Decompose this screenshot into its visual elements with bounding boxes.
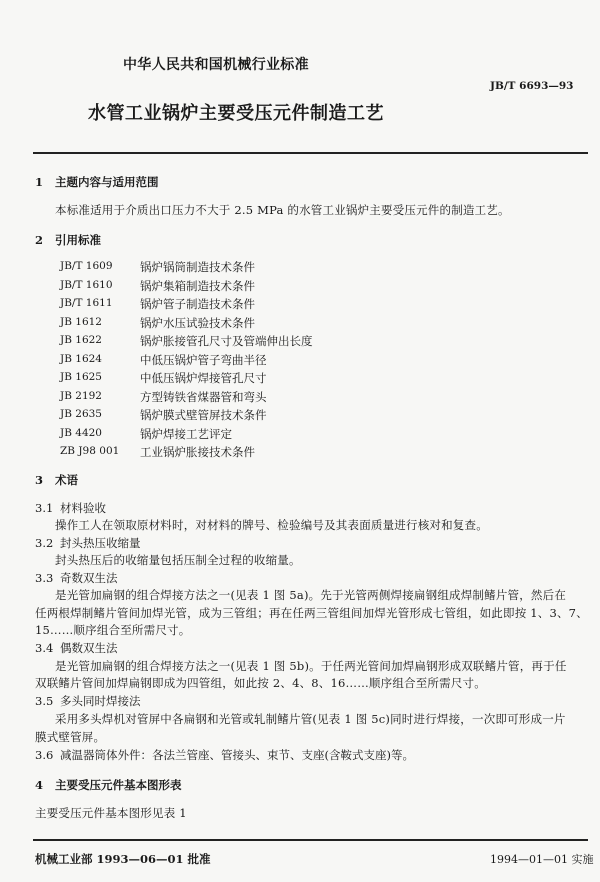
effective-date: 1994—01—01 实施 [490,853,594,866]
reference-code: JB 1624 [60,352,102,365]
clause-title: 多头同时焊接法 [60,694,141,708]
clause-number: 3.5 [35,694,54,708]
reference-title: 中低压锅炉焊接管孔尺寸 [140,371,267,385]
clause-3-1-heading [35,500,106,516]
clause-3-6 [35,747,414,763]
reference-code: JB 4420 [60,426,102,439]
reference-code: JB 1622 [60,334,102,346]
section-2-heading [35,232,101,248]
clause-3-5-line: 膜式壁管屏。 [35,730,106,744]
section-title: 引用标准 [55,233,101,247]
clause-number: 3.4 [35,641,54,655]
reference-title: 锅炉锅筒制造技术条件 [140,260,255,274]
clause-3-4-heading [35,640,118,656]
approval-date: 机械工业部 1993—06—01 批准 [35,852,211,866]
section-title: 主要受压元件基本图形表 [55,778,182,792]
clause-title: 偶数双生法 [60,641,118,655]
reference-title: 工业锅炉胀接技术条件 [140,445,255,459]
reference-code: JB 2192 [60,389,102,402]
clause-3-3-line: 是光管加扁钢的组合焊接方法之一(见表 1 图 5a)。先于光管两侧焊接扁钢组成焊制鳍片管，然后在 [55,588,567,602]
clause-title: 封头热压收缩量 [60,536,141,550]
clause-3-3-line: 任两根焊制鳍片管间加焊光管，成为三管组；再在任两三管组间加焊光管形成七管组，如此即按 1、3、7、 [35,606,588,620]
section-1-body: 本标准适用于介质出口压力不大于 2.5 MPa 的水管工业锅炉主要受压元件的制造工艺。 [55,203,510,217]
reference-code: ZB J98 001 [60,445,120,457]
section-4-body: 主要受压元件基本图形见表 1 [35,806,187,820]
reference-title: 中低压锅炉管子弯曲半径 [140,352,267,367]
section-title: 术语 [55,473,78,487]
header-divider [33,152,588,154]
reference-code: JB/T 1610 [60,278,113,291]
section-title: 主题内容与适用范围 [55,175,159,189]
section-number: 2 [35,233,44,247]
clause-3-2-heading [35,535,141,551]
clause-title: 奇数双生法 [60,571,118,585]
reference-code: JB/T 1609 [60,260,113,272]
clause-title: 材料验收 [60,501,106,515]
clause-number: 3.3 [35,571,54,585]
reference-title: 锅炉膜式壁管屏技术条件 [140,408,267,422]
clause-3-5-heading [35,693,141,709]
reference-code: JB 1612 [60,315,102,328]
section-number: 4 [35,778,44,792]
footer-divider [33,839,588,841]
section-3-heading [35,472,78,488]
reference-title: 锅炉胀接管孔尺寸及管端伸出长度 [140,334,313,348]
clause-text: 减温器筒体外件：各法兰管座、管接头、束节、支座(含鞍式支座)等。 [60,748,414,762]
reference-code: JB 1625 [60,371,102,383]
section-1-heading [35,174,159,190]
document-title: 水管工业锅炉主要受压元件制造工艺 [88,103,384,124]
reference-code: JB 2635 [60,408,102,420]
clause-3-4-line: 双联鳍片管间加焊扁钢即成为四管组，如此按 2、4、8、16……顺序组合至所需尺寸。 [35,676,486,690]
section-number: 3 [35,473,44,487]
clause-3-4-line: 是光管加扁钢的组合焊接方法之一(见表 1 图 5b)。于任两光管间加焊扁钢形成双联鳍片管，再于任 [55,659,567,673]
clause-number: 3.2 [35,536,54,550]
clause-number: 3.6 [35,748,54,762]
clause-3-3-heading [35,570,118,586]
reference-title: 锅炉集箱制造技术条件 [140,278,255,293]
clause-number: 3.1 [35,501,54,515]
clause-3-3-line: 15……顺序组合至所需尺寸。 [35,623,191,637]
reference-title: 锅炉焊接工艺评定 [140,426,232,441]
issuing-authority-title: 中华人民共和国机械行业标准 [123,57,309,73]
reference-title: 方型铸铁省煤器管和弯头 [140,389,267,404]
standard-code: JB/T 6693—93 [490,80,574,92]
reference-title: 锅炉水压试验技术条件 [140,315,255,330]
reference-title: 锅炉管子制造技术条件 [140,297,255,311]
clause-3-1-body: 操作工人在领取原材料时，对材料的牌号、检验编号及其表面质量进行核对和复查。 [55,518,488,532]
clause-3-2-body: 封头热压后的收缩量包括压制全过程的收缩量。 [55,553,301,567]
reference-code: JB/T 1611 [60,297,113,309]
section-number: 1 [35,175,44,189]
section-4-heading [35,777,182,793]
clause-3-5-line: 采用多头焊机对管屏中各扁钢和光管或轧制鳍片管(见表 1 图 5c)同时进行焊接，一次即可形成一片 [55,712,566,726]
